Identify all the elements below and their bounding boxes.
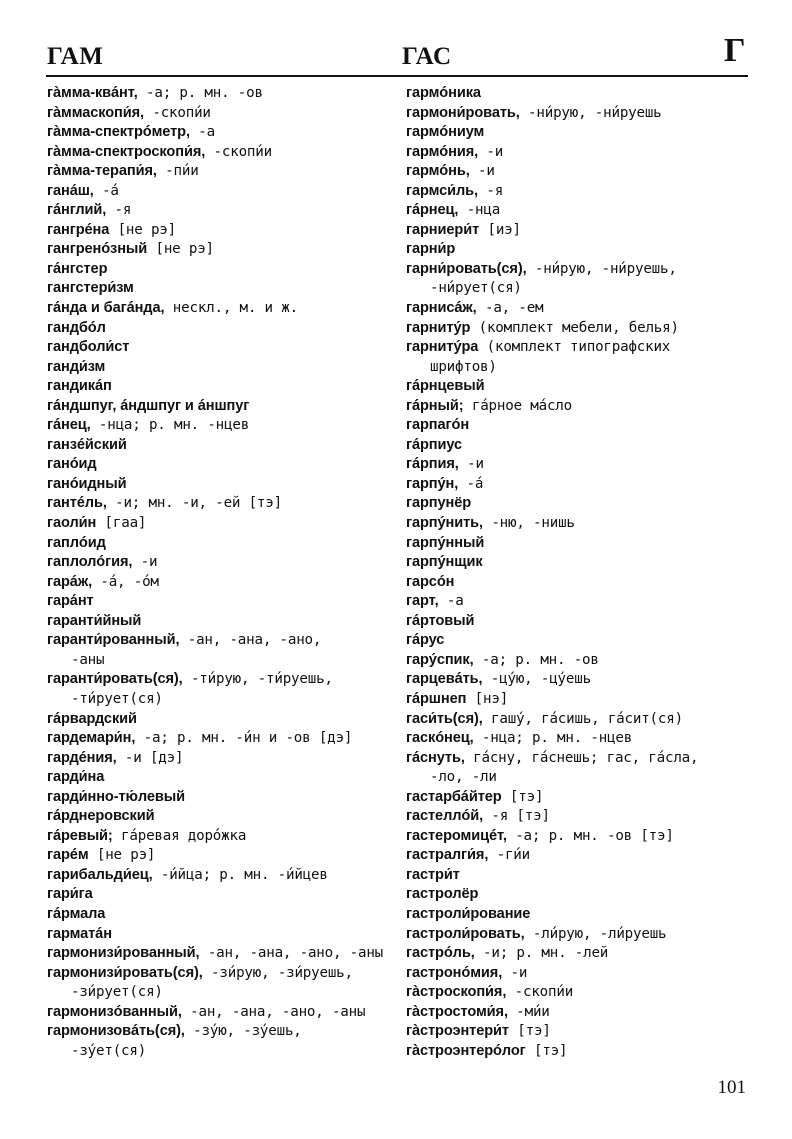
entry-headword: гарт,	[406, 593, 439, 610]
entry-headword: гармонизóванный,	[47, 1003, 182, 1020]
entry-grammar: гáрное мáсло	[463, 397, 572, 414]
dictionary-entry	[47, 748, 397, 768]
entry-grammar: -нца	[458, 202, 501, 219]
dictionary-entry	[406, 650, 756, 670]
entry-headword: ганди́зм	[47, 358, 106, 375]
running-head-right: ГАС	[402, 43, 452, 70]
dictionary-entry	[406, 396, 756, 416]
entry-headword: гарди́нно-тю́левый	[47, 788, 185, 805]
dictionary-entry	[406, 337, 756, 357]
entry-headword: гарибальди́ец,	[47, 866, 153, 883]
entry-grammar: [гаа]	[96, 515, 147, 532]
entry-grammar: [тэ]	[501, 788, 544, 805]
header-rule	[46, 75, 748, 77]
entry-headword: гарпýнить,	[406, 515, 483, 532]
entry-grammar: -зýю, -зýешь,	[184, 1023, 302, 1040]
entry-headword: гáснуть,	[406, 749, 465, 766]
running-head-left: ГАМ	[47, 43, 104, 70]
dictionary-entry	[47, 161, 397, 181]
entry-headword: гарсóн	[406, 573, 455, 590]
entry-headword: гарпýнщик	[406, 554, 483, 571]
entry-headword: гастралги́я,	[406, 847, 489, 864]
section-letter: Г	[723, 32, 746, 69]
entry-grammar: -ти́рую, -ти́руешь,	[182, 671, 333, 688]
dictionary-entry	[47, 200, 397, 220]
entry-headword: гарýспик,	[406, 651, 474, 668]
entry-grammar: шрифтов)	[430, 358, 497, 375]
entry-grammar: -я	[478, 182, 504, 199]
entry-headword: гардемари́н,	[47, 730, 136, 747]
entry-headword: гáрпия,	[406, 456, 459, 473]
entry-grammar: -нца; р. мн. -нцев	[90, 417, 250, 434]
entry-headword: гандикáп	[47, 378, 112, 395]
dictionary-entry	[406, 611, 756, 631]
entry-grammar: -я [тэ]	[483, 808, 550, 825]
entry-grammar: -и	[478, 143, 504, 160]
entry-headword: гарнитýра	[406, 339, 479, 356]
entry-headword: ганóидный	[47, 475, 127, 492]
entry-headword: гáнгстер	[47, 260, 108, 277]
dictionary-entry	[406, 591, 756, 611]
dictionary-entry	[47, 103, 397, 123]
dictionary-entry	[406, 103, 756, 123]
entry-headword: гáревый;	[47, 827, 113, 844]
dictionary-entry	[406, 161, 756, 181]
dictionary-entry	[47, 259, 397, 279]
entry-grammar: -ан, -ана, -ано,	[179, 632, 322, 649]
dictionary-entry	[47, 493, 397, 513]
entry-grammar: -зи́рует(ся)	[71, 984, 163, 1001]
entry-headword: гаранти́рованный,	[47, 632, 180, 649]
entry-grammar: гáревая дорóжка	[112, 827, 247, 844]
dictionary-entry	[47, 943, 397, 963]
dictionary-entry	[406, 298, 756, 318]
entry-grammar: -ло, -ли	[430, 769, 497, 786]
entry-continuation	[47, 982, 397, 1002]
entry-grammar: [тэ]	[525, 1042, 568, 1059]
dictionary-entry	[406, 533, 756, 553]
entry-headword: гáнглий,	[47, 202, 107, 219]
entry-continuation	[47, 650, 397, 670]
entry-headword: гармóниум	[406, 124, 485, 141]
entry-headword: гарпýнный	[406, 534, 485, 551]
entry-continuation	[406, 767, 756, 787]
entry-grammar: -á	[93, 182, 119, 199]
entry-grammar: -ан, -ана, -ано, -аны	[199, 945, 384, 962]
dictionary-entry	[406, 787, 756, 807]
entry-headword: гàстроэнтерóлог	[406, 1042, 526, 1059]
dictionary-entry	[406, 904, 756, 924]
entry-grammar: -á	[458, 475, 484, 492]
entry-grammar: -а; р. мн. -ов	[137, 85, 263, 101]
entry-headword: гарматáн	[47, 925, 112, 942]
entry-headword: гáндшпуг, áндшпуг и áншпуг	[47, 397, 250, 414]
entry-grammar: -и	[458, 456, 484, 473]
dictionary-entry	[406, 924, 756, 944]
entry-grammar: -и; р. мн. -лей	[474, 945, 609, 962]
dictionary-entry	[47, 552, 397, 572]
entry-headword: гàмма-терапи́я,	[47, 163, 157, 180]
dictionary-entry	[47, 787, 397, 807]
entry-headword: гáрмала	[47, 905, 106, 922]
entry-grammar: -а; р. мн. -и́н и -ов [дэ]	[135, 730, 353, 747]
dictionary-entry	[406, 259, 756, 279]
entry-headword: гàстростоми́я,	[406, 1003, 508, 1020]
entry-grammar: -скопи́и	[205, 143, 272, 160]
entry-headword: гáрнец,	[406, 202, 459, 219]
dictionary-entry	[406, 1041, 756, 1061]
dictionary-entry	[47, 376, 397, 396]
entry-grammar: -á, -óм	[92, 573, 159, 590]
dictionary-entry	[406, 982, 756, 1002]
dictionary-entry	[406, 220, 756, 240]
entry-grammar: -зýет(ся)	[71, 1042, 147, 1059]
dictionary-entry	[406, 826, 756, 846]
entry-headword: гáрвардский	[47, 710, 137, 727]
entry-headword: ганзéйский	[47, 436, 127, 453]
dictionary-entry	[406, 669, 756, 689]
entry-continuation	[47, 689, 397, 709]
entry-grammar: -а, -ем	[476, 300, 544, 317]
entry-grammar: -я	[106, 202, 132, 219]
entry-headword: гáрднеровский	[47, 808, 155, 825]
entry-headword: гастрóль,	[406, 945, 475, 962]
entry-headword: гàммаскопи́я,	[47, 104, 145, 121]
entry-grammar: [иэ]	[479, 221, 521, 238]
entry-headword: гармонизи́ровать(ся),	[47, 964, 203, 981]
dictionary-entry	[406, 122, 756, 142]
dictionary-entry	[47, 904, 397, 924]
entry-grammar: -ги́и	[488, 847, 530, 864]
dictionary-entry	[406, 1002, 756, 1022]
dictionary-entry	[406, 200, 756, 220]
entry-headword: ганáш,	[47, 182, 94, 199]
entry-headword: гарпагóн	[406, 417, 470, 434]
entry-headword: гаранти́йный	[47, 612, 142, 629]
dictionary-entry	[47, 513, 397, 533]
dictionary-entry	[47, 142, 397, 162]
entry-grammar: нескл., м. и ж.	[164, 300, 298, 317]
entry-headword: гастеллóй,	[406, 808, 484, 825]
right-column	[406, 83, 756, 1060]
dictionary-entry	[47, 728, 397, 748]
dictionary-entry	[406, 728, 756, 748]
dictionary-entry	[406, 493, 756, 513]
entry-headword: гаплóид	[47, 534, 106, 551]
entry-grammar: -и	[132, 554, 158, 571]
dictionary-entry	[406, 376, 756, 396]
entry-headword: гàмма-спектрóметр,	[47, 124, 190, 141]
entry-continuation	[47, 1041, 397, 1061]
dictionary-entry	[406, 963, 756, 983]
dictionary-entry	[47, 474, 397, 494]
dictionary-entry	[406, 943, 756, 963]
dictionary-entry	[47, 181, 397, 201]
entry-grammar: гашý, гáсишь, гáсит(ся)	[482, 710, 683, 727]
entry-grammar: -и	[469, 163, 495, 180]
dictionary-entry	[47, 630, 397, 650]
entry-headword: гармóнь,	[406, 163, 470, 180]
dictionary-entry	[406, 513, 756, 533]
entry-grammar: гáсну, гáснешь; гас, гáсла,	[464, 749, 699, 766]
dictionary-entry	[406, 454, 756, 474]
dictionary-entry	[47, 1021, 397, 1041]
dictionary-entry	[406, 181, 756, 201]
dictionary-entry	[406, 83, 756, 103]
dictionary-entry	[406, 142, 756, 162]
entry-headword: гармонизовáть(ся),	[47, 1023, 185, 1040]
dictionary-entry	[47, 709, 397, 729]
dictionary-entry	[47, 533, 397, 553]
entry-continuation	[406, 278, 756, 298]
entry-grammar: (комплект мебели, белья)	[470, 319, 679, 336]
dictionary-entry	[406, 709, 756, 729]
entry-headword: гàстроэнтери́т	[406, 1023, 509, 1040]
dictionary-entry	[47, 865, 397, 885]
dictionary-entry	[406, 865, 756, 885]
entry-grammar: [не рэ]	[147, 241, 214, 258]
dictionary-entry	[47, 415, 397, 435]
dictionary-entry	[47, 572, 397, 592]
entry-headword: гантéль,	[47, 495, 107, 512]
entry-grammar: -ти́рует(ся)	[71, 690, 163, 707]
dictionary-entry	[47, 454, 397, 474]
entry-headword: гандболи́ст	[47, 339, 130, 356]
dictionary-entry	[47, 278, 397, 298]
entry-grammar: -а; р. мн. -ов [тэ]	[506, 827, 674, 844]
entry-grammar: -а	[189, 124, 215, 141]
entry-headword: гармони́ровать,	[406, 104, 520, 121]
entry-headword: гáршнеп	[406, 690, 467, 707]
entry-headword: гари́га	[47, 886, 93, 903]
entry-headword: гастролёр	[406, 886, 479, 903]
entry-headword: гангстери́зм	[47, 280, 134, 297]
dictionary-entry	[406, 415, 756, 435]
dictionary-entry	[47, 83, 397, 103]
entry-grammar: -ни́рую, -ни́руешь,	[526, 260, 677, 277]
entry-headword: гармóника	[406, 85, 481, 101]
dictionary-entry	[47, 220, 397, 240]
dictionary-entry	[406, 1021, 756, 1041]
entry-headword: гангрéна	[47, 221, 110, 238]
entry-grammar: -ню, -нишь	[483, 515, 575, 532]
entry-headword: гарни́р	[406, 241, 456, 258]
dictionary-entry	[47, 122, 397, 142]
entry-headword: гáрнцевый	[406, 378, 485, 395]
entry-headword: гастарбáйтер	[406, 788, 502, 805]
entry-headword: гардéния,	[47, 749, 117, 766]
entry-headword: гармóния,	[406, 143, 479, 160]
entry-headword: гаси́ть(ся),	[406, 710, 483, 727]
dictionary-entry	[406, 630, 756, 650]
entry-headword: гáрус	[406, 632, 445, 649]
entry-grammar: -ни́рую, -ни́руешь	[519, 104, 662, 121]
entry-grammar: -и [дэ]	[116, 749, 184, 766]
entry-headword: гáрпиус	[406, 436, 463, 453]
dictionary-entry	[47, 963, 397, 983]
entry-grammar: -и; мн. -и, -ей [тэ]	[106, 495, 282, 512]
dictionary-entry	[406, 318, 756, 338]
dictionary-entry	[406, 474, 756, 494]
entry-headword: гастроли́ровать,	[406, 925, 525, 942]
dictionary-entry	[406, 748, 756, 768]
dictionary-entry	[47, 591, 397, 611]
dictionary-entry	[406, 884, 756, 904]
dictionary-entry	[47, 826, 397, 846]
entry-grammar: (комплект типографских	[478, 339, 671, 356]
dictionary-entry	[47, 845, 397, 865]
dictionary-entry	[47, 1002, 397, 1022]
entry-headword: гаранти́ровать(ся),	[47, 671, 183, 688]
entry-grammar: -и	[502, 964, 528, 981]
entry-grammar: [не рэ]	[88, 847, 156, 864]
entry-headword: гарди́на	[47, 769, 105, 786]
entry-headword: гарнитýр	[406, 319, 471, 336]
entry-headword: гáрный;	[406, 397, 464, 414]
entry-grammar: -нца; р. мн. -нцев	[473, 730, 633, 747]
entry-grammar: -а; р. мн. -ов	[473, 651, 599, 668]
entry-headword: гàмма-спектроскопи́я,	[47, 143, 206, 160]
entry-headword: гарéм	[47, 847, 89, 864]
entry-grammar: -скопи́и	[506, 984, 574, 1001]
entry-headword: гаскóнец,	[406, 730, 474, 747]
dictionary-entry	[406, 845, 756, 865]
entry-headword: гарáж,	[47, 573, 93, 590]
entry-headword: гастри́т	[406, 866, 460, 883]
entry-headword: гарáнт	[47, 593, 94, 610]
dictionary-entry	[47, 298, 397, 318]
entry-grammar: -пи́и	[156, 163, 199, 180]
entry-grammar: [нэ]	[466, 690, 509, 707]
dictionary-entry	[47, 357, 397, 377]
entry-grammar: -ми́и	[507, 1003, 550, 1020]
entry-grammar: -а	[438, 593, 464, 610]
entry-headword: гармонизи́рованный,	[47, 945, 200, 962]
dictionary-entry	[47, 884, 397, 904]
entry-headword: гаплолóгия,	[47, 554, 133, 571]
entry-grammar: -ан, -ана, -ано, -аны	[181, 1003, 366, 1020]
dictionary-entry	[47, 924, 397, 944]
entry-headword: гарни́ровать(ся),	[406, 260, 527, 277]
dictionary-entry	[47, 337, 397, 357]
dictionary-entry	[47, 669, 397, 689]
dictionary-entry	[406, 806, 756, 826]
entry-headword: гангренóзный	[47, 241, 148, 258]
entry-grammar: -ли́рую, -ли́руешь	[524, 925, 667, 942]
entry-headword: гандбóл	[47, 319, 106, 336]
entry-continuation	[406, 357, 756, 377]
dictionary-entry	[47, 435, 397, 455]
entry-grammar: -скопи́и	[144, 104, 211, 121]
dictionary-entry	[47, 396, 397, 416]
entry-headword: гàмма-квáнт,	[47, 85, 138, 101]
entry-headword: гастронóмия,	[406, 964, 503, 981]
entry-headword: гарниери́т	[406, 221, 480, 238]
dictionary-entry	[47, 611, 397, 631]
entry-headword: гастеромицéт,	[406, 827, 507, 844]
entry-grammar: -цýю, -цýешь	[482, 671, 591, 688]
dictionary-entry	[47, 318, 397, 338]
dictionary-entry	[47, 239, 397, 259]
entry-grammar: [не рэ]	[109, 221, 176, 238]
entry-headword: ганóид	[47, 456, 97, 473]
entry-headword: гáнец,	[47, 417, 91, 434]
entry-headword: гáртовый	[406, 612, 475, 629]
entry-headword: гастроли́рование	[406, 905, 531, 922]
entry-headword: гармси́ль,	[406, 182, 479, 199]
entry-grammar: [тэ]	[508, 1023, 551, 1040]
dictionary-entry	[406, 435, 756, 455]
page-number: 101	[717, 1077, 746, 1098]
entry-headword: гàстроскопи́я,	[406, 984, 507, 1001]
dictionary-entry	[406, 239, 756, 259]
entry-headword: гаоли́н	[47, 515, 97, 532]
dictionary-entry	[406, 552, 756, 572]
dictionary-entry	[47, 767, 397, 787]
entry-grammar: -зи́рую, -зи́руешь,	[202, 964, 353, 981]
entry-grammar: -и́йца; р. мн. -и́йцев	[152, 866, 328, 883]
entry-headword: гарпýн,	[406, 475, 459, 492]
entry-headword: гарцевáть,	[406, 671, 483, 688]
dictionary-entry	[47, 806, 397, 826]
entry-headword: гарнисáж,	[406, 300, 477, 317]
left-column	[47, 83, 397, 1060]
dictionary-entry	[406, 689, 756, 709]
dictionary-entry	[406, 572, 756, 592]
entry-grammar: -аны	[71, 651, 105, 668]
entry-headword: гарпунёр	[406, 495, 472, 512]
entry-headword: гáнда и багáнда,	[47, 300, 165, 317]
entry-grammar: -ни́рует(ся)	[430, 280, 522, 297]
